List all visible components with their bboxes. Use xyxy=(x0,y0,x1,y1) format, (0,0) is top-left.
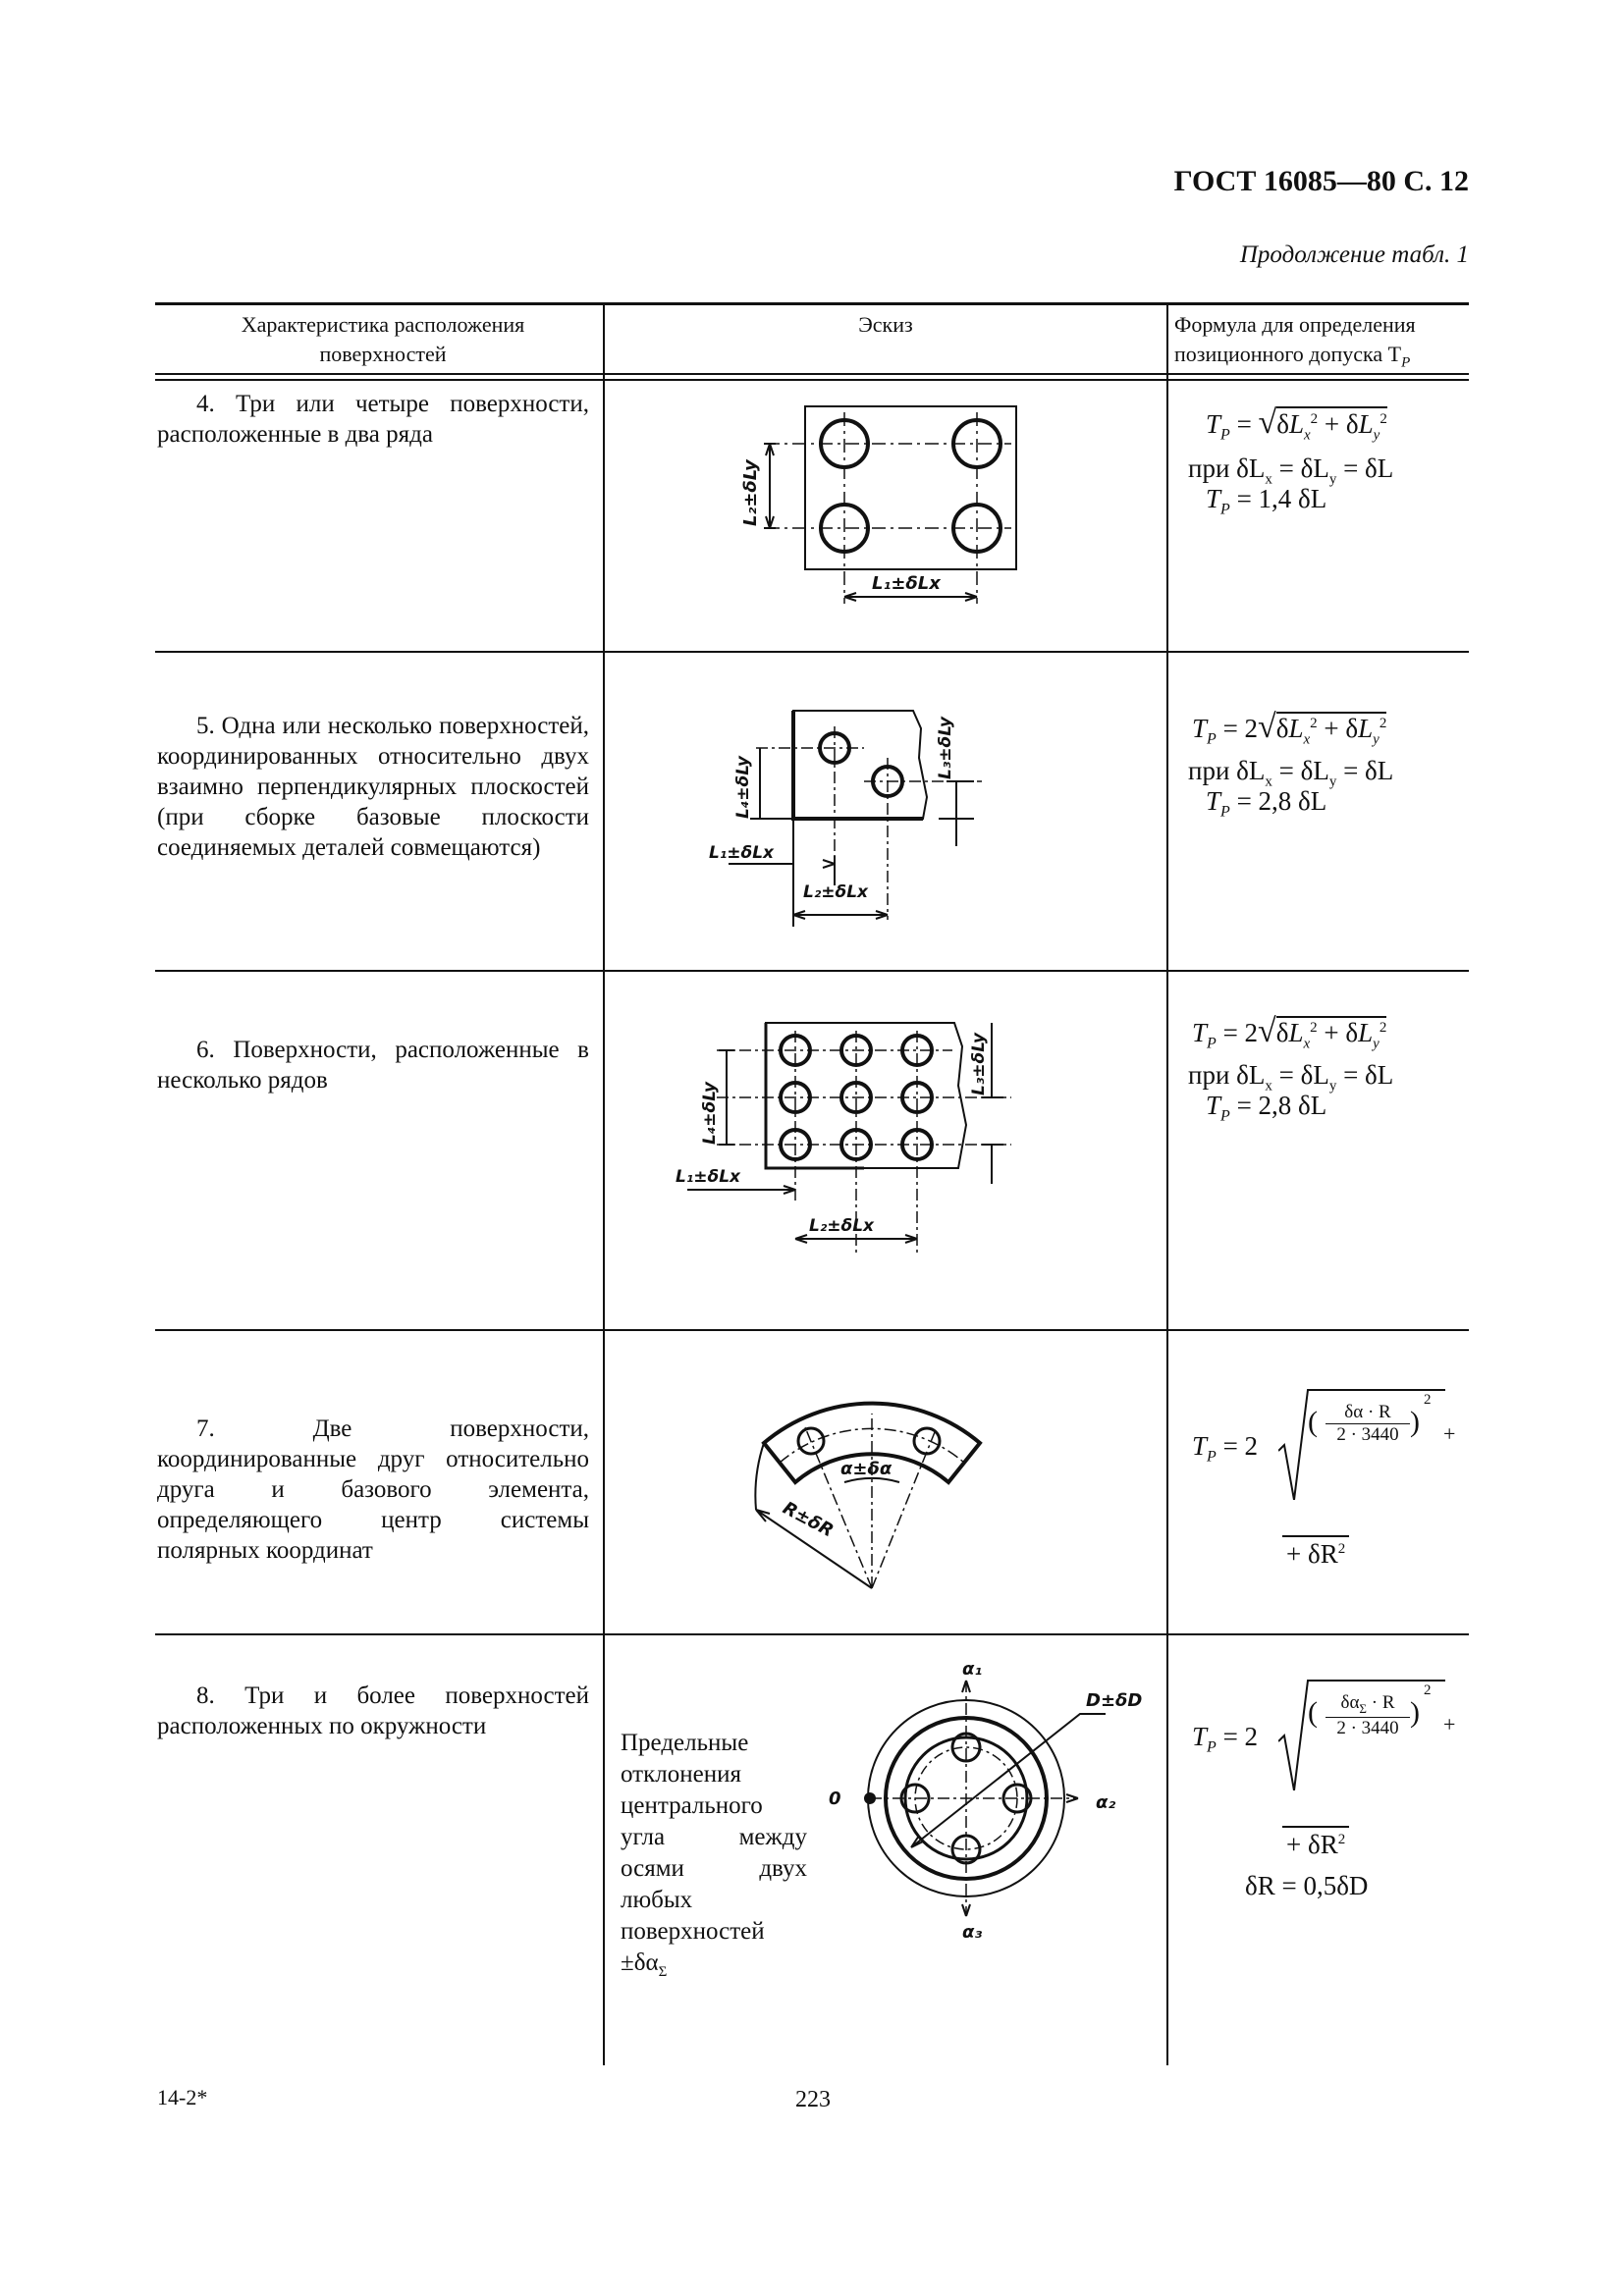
row-8-label-d: D±δD xyxy=(1086,1690,1143,1711)
row-8-extra: δR = 0,5δD xyxy=(1245,1871,1369,1900)
row-7-sketch xyxy=(727,1374,1001,1610)
row-5-formula-main: $T_P = 2√\delta L_x^2 + \delta L_y^2$ xyxy=(1192,709,1387,748)
row-7-coef: 2 xyxy=(1244,1431,1259,1461)
row-5-label-l4: L₄±δLy xyxy=(733,755,753,819)
row-7-frac-den: 2 · 3440 xyxy=(1336,1424,1399,1445)
row-8-label-alpha3: α₃ xyxy=(962,1922,983,1943)
row-6-label-l3: L₃±δLy xyxy=(969,1032,989,1095)
row-4-description: 4. Три или четыре поверхности, расположенные в два ряда xyxy=(157,391,589,448)
column-header-formula-sub: P xyxy=(1401,354,1411,371)
row-6-label-l1: L₁±δLx xyxy=(676,1167,740,1187)
row-7-label-r: R±δR xyxy=(779,1497,838,1542)
row-4-cond-b: = δL xyxy=(1271,454,1329,483)
row-5-condition: при $\delta L_x = \delta L_y = \delta L$ xyxy=(1188,756,1394,790)
row-4-dim-horizontal xyxy=(844,593,977,601)
column-header-characteristic-text: Характеристика расположения поверхностей xyxy=(241,312,525,366)
row-4-condition: при $\delta L_x = \delta L_y = \delta L$ xyxy=(1188,454,1394,488)
row-8-label-alpha2: α₂ xyxy=(1096,1792,1116,1813)
row-7-plus: + xyxy=(1443,1421,1456,1446)
row-4-formula xyxy=(1206,404,1387,444)
row-7-exponent: 2 xyxy=(1424,1392,1432,1408)
row-4-dim-vertical xyxy=(764,444,776,528)
row-8-tail: + $\delta R^2$ xyxy=(1282,1826,1349,1860)
column-header-sketch xyxy=(605,310,1166,340)
row-4-cond-c: = δL xyxy=(1336,454,1394,483)
column-header-sketch-text: Эскиз xyxy=(858,312,913,337)
row-4-plate-outline xyxy=(805,406,1016,569)
row-5-plate-outline xyxy=(793,711,927,819)
col-divider-1 xyxy=(603,302,605,2065)
row-8-paren: ( xyxy=(1308,1696,1318,1729)
row-8-tail-text: + δR xyxy=(1286,1830,1338,1859)
row-5-label-l3: L₃±δLy xyxy=(936,716,955,779)
row-7-frac-num: δα · R xyxy=(1325,1402,1410,1424)
row-7-hole-2 xyxy=(914,1428,940,1454)
row-8-origin-dot xyxy=(864,1792,876,1804)
row-7-label-alpha: α±δα xyxy=(840,1459,893,1479)
row-5-cond-a: при δL xyxy=(1188,756,1266,785)
row-8-note-sub: Σ xyxy=(658,1964,668,1980)
row-4-sketch xyxy=(727,393,1051,628)
page-number: 223 xyxy=(795,2087,831,2112)
row-6-result: $T_P = 2,8$ δL xyxy=(1206,1091,1327,1125)
row-5-base-edge xyxy=(793,711,923,819)
row-8-note-text: Предельные отклонения центрального угла между осями двух любых поверхностей ±δα xyxy=(621,1730,807,1976)
row-7-tail-text: + δR xyxy=(1286,1539,1338,1569)
row-5-label-l1: L₁±δLx xyxy=(709,843,774,863)
row-6-description: 6. Поверхности, расположенные в несколько рядов xyxy=(157,1037,589,1094)
row-8-paren-close: ) xyxy=(1410,1696,1420,1729)
row-4-formula-main: $T_P = √\delta L_x^2 + \delta L_y^2$ xyxy=(1206,404,1387,444)
row-7-description: 7. Две поверхности, координированные друг относительно друга и базового элемента, определяющего центр системы полярных координат xyxy=(157,1415,589,1564)
row-4-label-l1: L₁±δLx xyxy=(872,573,941,594)
row-8-frac-num: δα xyxy=(1340,1692,1360,1713)
row-8-sketch xyxy=(821,1659,1164,1944)
row-5-result-text: = 2,8 δL xyxy=(1236,786,1327,816)
column-header-formula xyxy=(1174,310,1461,377)
row-5-sketch xyxy=(687,699,1001,934)
row-6-cond-c: = δL xyxy=(1336,1060,1394,1090)
table-header-rule-2 xyxy=(155,379,1469,381)
row-8-plus: + xyxy=(1443,1712,1456,1736)
row-6-text xyxy=(157,1035,589,1095)
row-divider-4 xyxy=(155,651,1469,653)
row-6-formula xyxy=(1192,1013,1386,1052)
row-8-description: 8. Три и более поверхностей расположенных по окружности xyxy=(157,1682,589,1739)
row-8-label-alpha1: α₁ xyxy=(962,1659,983,1680)
row-4-label-l2: L₂±δLy xyxy=(740,459,761,526)
row-5-formula xyxy=(1192,709,1386,748)
row-5-label-l2: L₂±δLx xyxy=(803,882,868,902)
row-8-label-origin: 0 xyxy=(829,1789,841,1809)
row-6-formula-main: $T_P = 2√\delta L_x^2 + \delta L_y^2$ xyxy=(1192,1013,1387,1052)
row-7-paren-close: ) xyxy=(1410,1406,1420,1438)
row-7-formula xyxy=(1192,1382,1457,1578)
row-5-description: 5. Одна или несколько поверхностей, координированных относительно двух взаимно перпендикулярных плоскостей (при сборке базовые плоскости соединяемых деталей совмещаются) xyxy=(157,713,589,861)
row-6-cond-b: = δL xyxy=(1271,1060,1329,1090)
row-divider-7 xyxy=(155,1633,1469,1635)
row-divider-5 xyxy=(155,970,1469,972)
row-6-label-l4: L₄±δLy xyxy=(700,1081,720,1145)
footer-left: 14-2* xyxy=(157,2085,208,2109)
row-5-result: $T_P = 2,8$ δL xyxy=(1206,786,1327,821)
document-title: ГОСТ 16085—80 С. 12 xyxy=(1173,165,1469,197)
row-6-coef: 2 xyxy=(1244,1018,1259,1047)
row-6-sketch xyxy=(668,1007,1021,1262)
row-8-fraction xyxy=(1325,1692,1410,1739)
row-8-coef: 2 xyxy=(1244,1722,1259,1751)
row-5-cond-c: = δL xyxy=(1336,756,1394,785)
row-8-text xyxy=(157,1681,589,1741)
row-8-formula xyxy=(1192,1669,1457,1904)
row-4-result-text: = 1,4 δL xyxy=(1236,484,1327,513)
col-divider-2 xyxy=(1166,302,1168,2065)
row-6-label-l2: L₂±δLx xyxy=(809,1216,874,1236)
row-divider-6 xyxy=(155,1329,1469,1331)
column-header-characteristic xyxy=(196,310,569,369)
row-7-paren: ( xyxy=(1308,1406,1318,1438)
row-7-formula-lhs: $T_P = 2$ xyxy=(1192,1431,1259,1466)
row-8-frac-den: 2 · 3440 xyxy=(1336,1717,1399,1738)
table-continuation-label: Продолжение табл. 1 xyxy=(1239,241,1469,268)
row-7-tail: + $\delta R^2$ xyxy=(1282,1535,1349,1570)
row-8-note xyxy=(621,1728,807,1988)
row-7-text xyxy=(157,1414,589,1566)
row-8-diameter-dim xyxy=(911,1714,1106,1847)
row-8-frac-num-wrap xyxy=(1325,1692,1410,1718)
row-8-frac-num-sub: Σ xyxy=(1359,1700,1367,1716)
row-7-fraction xyxy=(1325,1402,1410,1446)
row-6-result-text: = 2,8 δL xyxy=(1236,1091,1327,1120)
row-8-formula-lhs: $T_P = 2$ xyxy=(1192,1722,1259,1756)
row-6-condition: при $\delta L_x = \delta L_y = \delta L$ xyxy=(1188,1060,1394,1095)
row-8-frac-num-tail: · R xyxy=(1367,1692,1395,1713)
row-4-cond-a: при δL xyxy=(1188,454,1266,483)
row-5-text xyxy=(157,711,589,863)
row-6-cond-a: при δL xyxy=(1188,1060,1266,1090)
row-8-exponent: 2 xyxy=(1424,1682,1432,1698)
column-header-formula-text: Формула для определения позиционного допуска T xyxy=(1174,312,1416,366)
row-5-coef: 2 xyxy=(1244,714,1259,743)
row-5-cond-b: = δL xyxy=(1271,756,1329,785)
row-4-result: $T_P = 1,4$ δL xyxy=(1206,484,1327,518)
row-4-text xyxy=(157,389,589,450)
table-top-rule xyxy=(155,302,1469,305)
